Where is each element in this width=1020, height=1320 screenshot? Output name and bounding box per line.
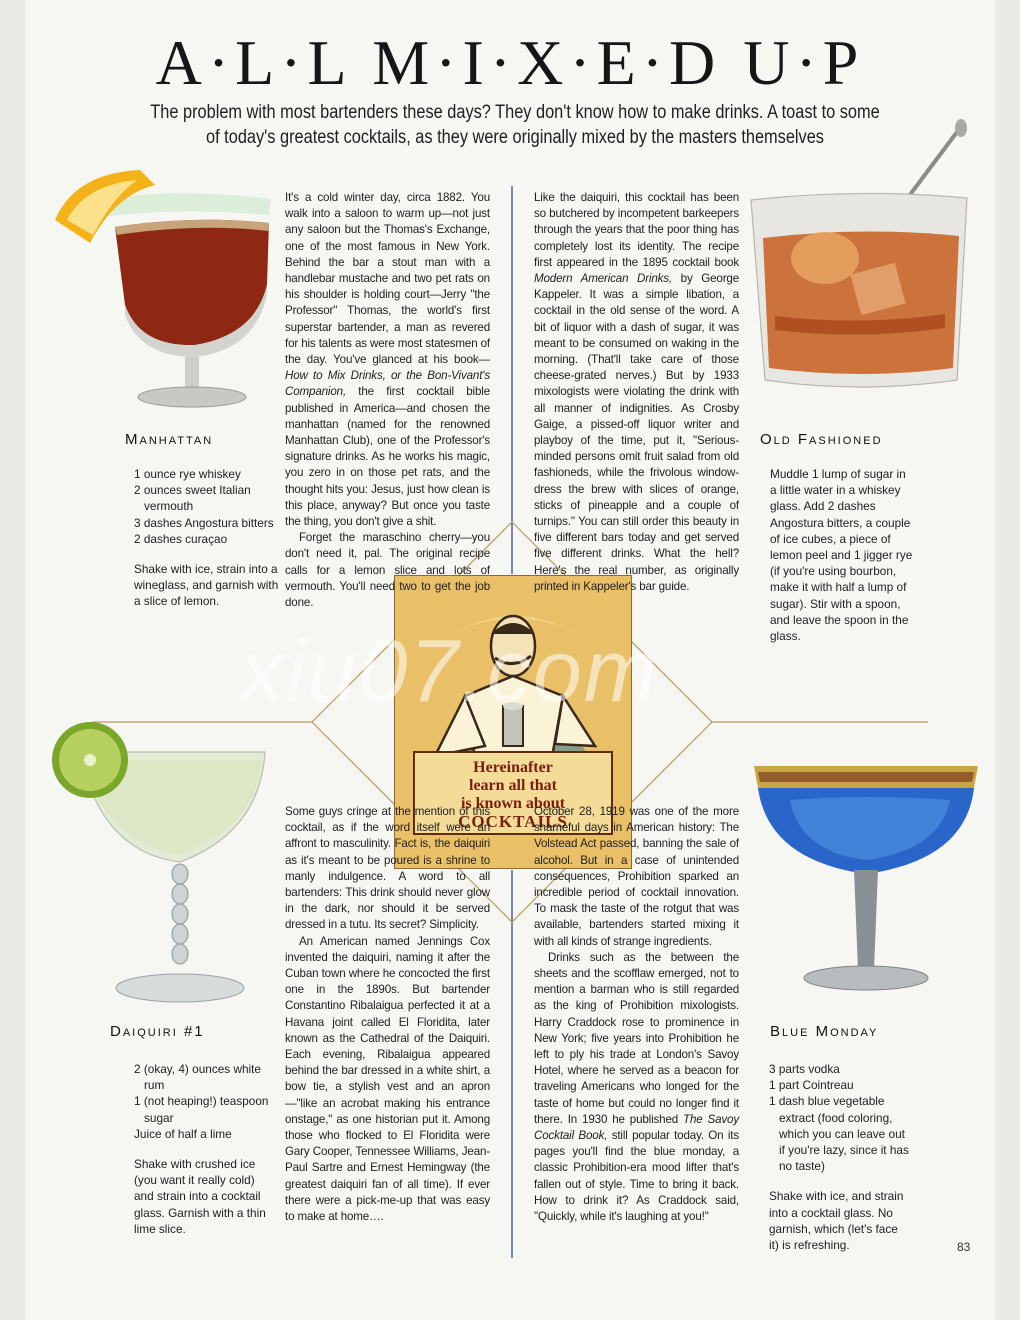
old-fashioned-title: Old Fashioned: [760, 431, 883, 448]
ingredient: 2 ounces sweet Italian vermouth: [134, 483, 251, 514]
old-fashioned-story: [534, 190, 739, 595]
ingredient: 1 (not heaping!) teaspoon sugar: [134, 1094, 269, 1125]
blue-monday-recipe: [769, 1061, 909, 1253]
manhattan-glass-photo: [45, 165, 280, 420]
ingredient: 2 dashes curaçao: [134, 531, 228, 546]
book-title: The Savoy Cocktail Book,: [534, 1112, 739, 1143]
ingredient: 3 dashes Angostura bitters: [134, 515, 274, 530]
deck-subtitle: The problem with most bartenders these days? They don't know how to make drinks. A toast to some of today's greatest cocktails, as they were originally mixed by the masters themselves: [150, 102, 880, 148]
poster-line-2: learn all that: [469, 777, 557, 794]
manhattan-recipe: [134, 466, 279, 610]
ingredient: 1 ounce rye whiskey: [134, 467, 241, 481]
poster-line-1: Hereinafter: [473, 759, 553, 776]
daiquiri-story-p2: An American named Jennings Cox invented the daiquiri, naming it after the Cuban town where he concocted the first one in the 1890s. But bartender Constantino Ribalaigua perfected it at a Havana joint called El Floridita, later known as the Cathedral of the Daiquiri. Each evening, Ribalaigua appeared behind the bar dressed in a white shirt, a bow tie, a stylish vest and an apron—"like an acrobat making his entrance onstage," as one historian put it. Among those who flocked to El Floridita were Gary Cooper, Tennessee Williams, Jean-Paul Sartre and Ernest Hemingway (the greatest daiquiri fan of all time). If ever there were a pick-me-up that was easy to make at home….: [285, 934, 490, 1224]
ingredient: 3 parts vodka: [769, 1062, 840, 1076]
manhattan-story-p2: Forget the maraschino cherry—you don't need it, pal. The original recipe calls for a lemon slice and lots of vermouth. You'll need two to get the job done.: [285, 531, 490, 610]
daiquiri-recipe: [134, 1061, 269, 1237]
book-title: Modern American Drinks,: [534, 272, 673, 286]
page-number: 83: [957, 1240, 971, 1254]
poster-line-4: COCKTAILS: [458, 812, 568, 831]
daiquiri-glass-photo: [40, 712, 275, 1012]
daiquiri-method: Shake with crushed ice (you want it really cold) and strain into a cocktail glass. Garnish with a thin lime slice.: [134, 1157, 266, 1236]
manhattan-story-p1: It's a cold winter day, circa 1882. You walk into a saloon to warm up—not just any saloon but the Thomas's Exchange, one of the most famous in New York. Behind the bar a stout man with a handlebar mustache and two pet rats on his shoulder is holding court—Jerry "the Professor" Thomas, the world's first superstar bartender, a man as revered for his talents as were most statesmen of the day. You've glanced at his book—How to Mix Drinks, or the Bon-Vivant's Companion, the first cocktail bible published in America—and chosen the manhattan (named for the renowned Manhattan Club), one of the Professor's signature drinks. As he works his magic, you zero in on those pet rats, and the thought hits you: Jesus, just how clean is this place, anyway? But once you taste the thing, you don't give a shit.: [285, 191, 490, 529]
blue-monday-story-p1: October 28, 1919 was one of the more shameful days in American history: The Volstead Act passed, banning the sale of alcohol. But in a case of unintended consequences, Prohibition sparked an incredible period of cocktail innovation. To mask the taste of the rotgut that was available, bartenders started mixing it with all kinds of strange ingredients.: [534, 805, 739, 948]
ingredient: 2 (okay, 4) ounces white rum: [134, 1062, 261, 1093]
old-fashioned-glass-photo: [745, 118, 980, 418]
manhattan-ingredients: [134, 466, 279, 547]
blue-monday-story: [534, 804, 739, 1225]
daiquiri-title: Daiquiri #1: [110, 1023, 205, 1040]
manhattan-story: [285, 190, 490, 611]
daiquiri-story-p1: Some guys cringe at the mention of this cocktail, as if the word itself were an affront to masculinity. Fact is, the daiquiri as it's meant to be poured is a shrine to manly indulgence. A word to all bartenders: This drink should never glow in the dark, nor should it be served dressed in a tutu. Its secret? Simplicity.: [285, 805, 490, 932]
blue-monday-story-p2: Drinks such as the between the sheets and the scofflaw emerged, not to mention a barman who is still regarded as the king of Prohibition mixologists. Harry Craddock rose to prominence in New York; five years into Prohibition he left to ply his trade at London's Savoy Hotel, where he served as a beacon for traveling Americans who longed for the taste of home but could no longer find it there. In 1930 he published The Savoy Cocktail Book, still popular today. On its pages you'll find the blue monday, a classic Prohibition-era mood lifter that's fallen out of style. Time to bring it back. How to drink it? As Craddock said, "Quickly, while it's laughing at you!": [534, 950, 739, 1224]
ingredient: Juice of half a lime: [134, 1126, 232, 1141]
blue-monday-title: Blue Monday: [770, 1023, 879, 1040]
daiquiri-story: [285, 804, 490, 1225]
old-fashioned-method: Muddle 1 lump of sugar in a little water in a whiskey glass. Add 2 dashes Angostura bitters, a couple of ice cubes, a piece of lemon peel and 1 jigger rye (if you're using bourbon, make it with half a lump of sugar). Stir with a spoon, and leave the spoon in the glass.: [770, 467, 913, 644]
blue-monday-ingredients: [769, 1061, 909, 1174]
old-fashioned-recipe: [770, 466, 915, 644]
blue-monday-glass-photo: [750, 760, 985, 1010]
page-title: A·L·L M·I·X·E·D U·P: [155, 27, 865, 98]
watermark: xiu07.com: [240, 621, 660, 720]
ingredient: 1 part Cointreau: [769, 1078, 854, 1093]
old-fashioned-story-p1: Like the daiquiri, this cocktail has been so butchered by incompetent barkeepers through the years that the poor thing has completely lost its identity. The recipe first appeared in the 1895 cocktail book Modern American Drinks, by George Kappeler. It was a simple libation, a cocktail in the old sense of the word. A bit of liquor with a dash of sugar, it was meant to be consumed on waking in the morning. (That'll take care of those cheese-grated nerves.) But by 1933 mixologists were violating the drink with all manner of indignities. As Crosby Gaige, a pissed-off liquor writer and playboy of the time, put it, "Serious-minded persons omit fruit salad from old fashioneds, while the frivolous window-dress the brew with slices of orange, sticks of pineapple and a couple of turnips." You can still order this beauty in five different bars today and get served five different drinks. What the hell? Here's the real number, as originally printed in Kappeler's bar guide.: [534, 191, 739, 593]
blue-monday-method: Shake with ice, and strain into a cocktail glass. No garnish, which (let's face it) is refreshing.: [769, 1189, 904, 1253]
book-title: How to Mix Drinks, or the Bon-Vivant's Companion,: [285, 369, 490, 399]
manhattan-method: Shake with ice, strain into a wineglass, and garnish with a slice of lemon.: [134, 562, 279, 609]
poster-line-3: is known about: [460, 795, 566, 812]
ingredient: 1 dash blue vegetable extract (food coloring, which you can leave out if you're lazy, since it has no taste): [769, 1094, 909, 1174]
daiquiri-ingredients: [134, 1061, 269, 1142]
manhattan-title: Manhattan: [125, 431, 214, 448]
